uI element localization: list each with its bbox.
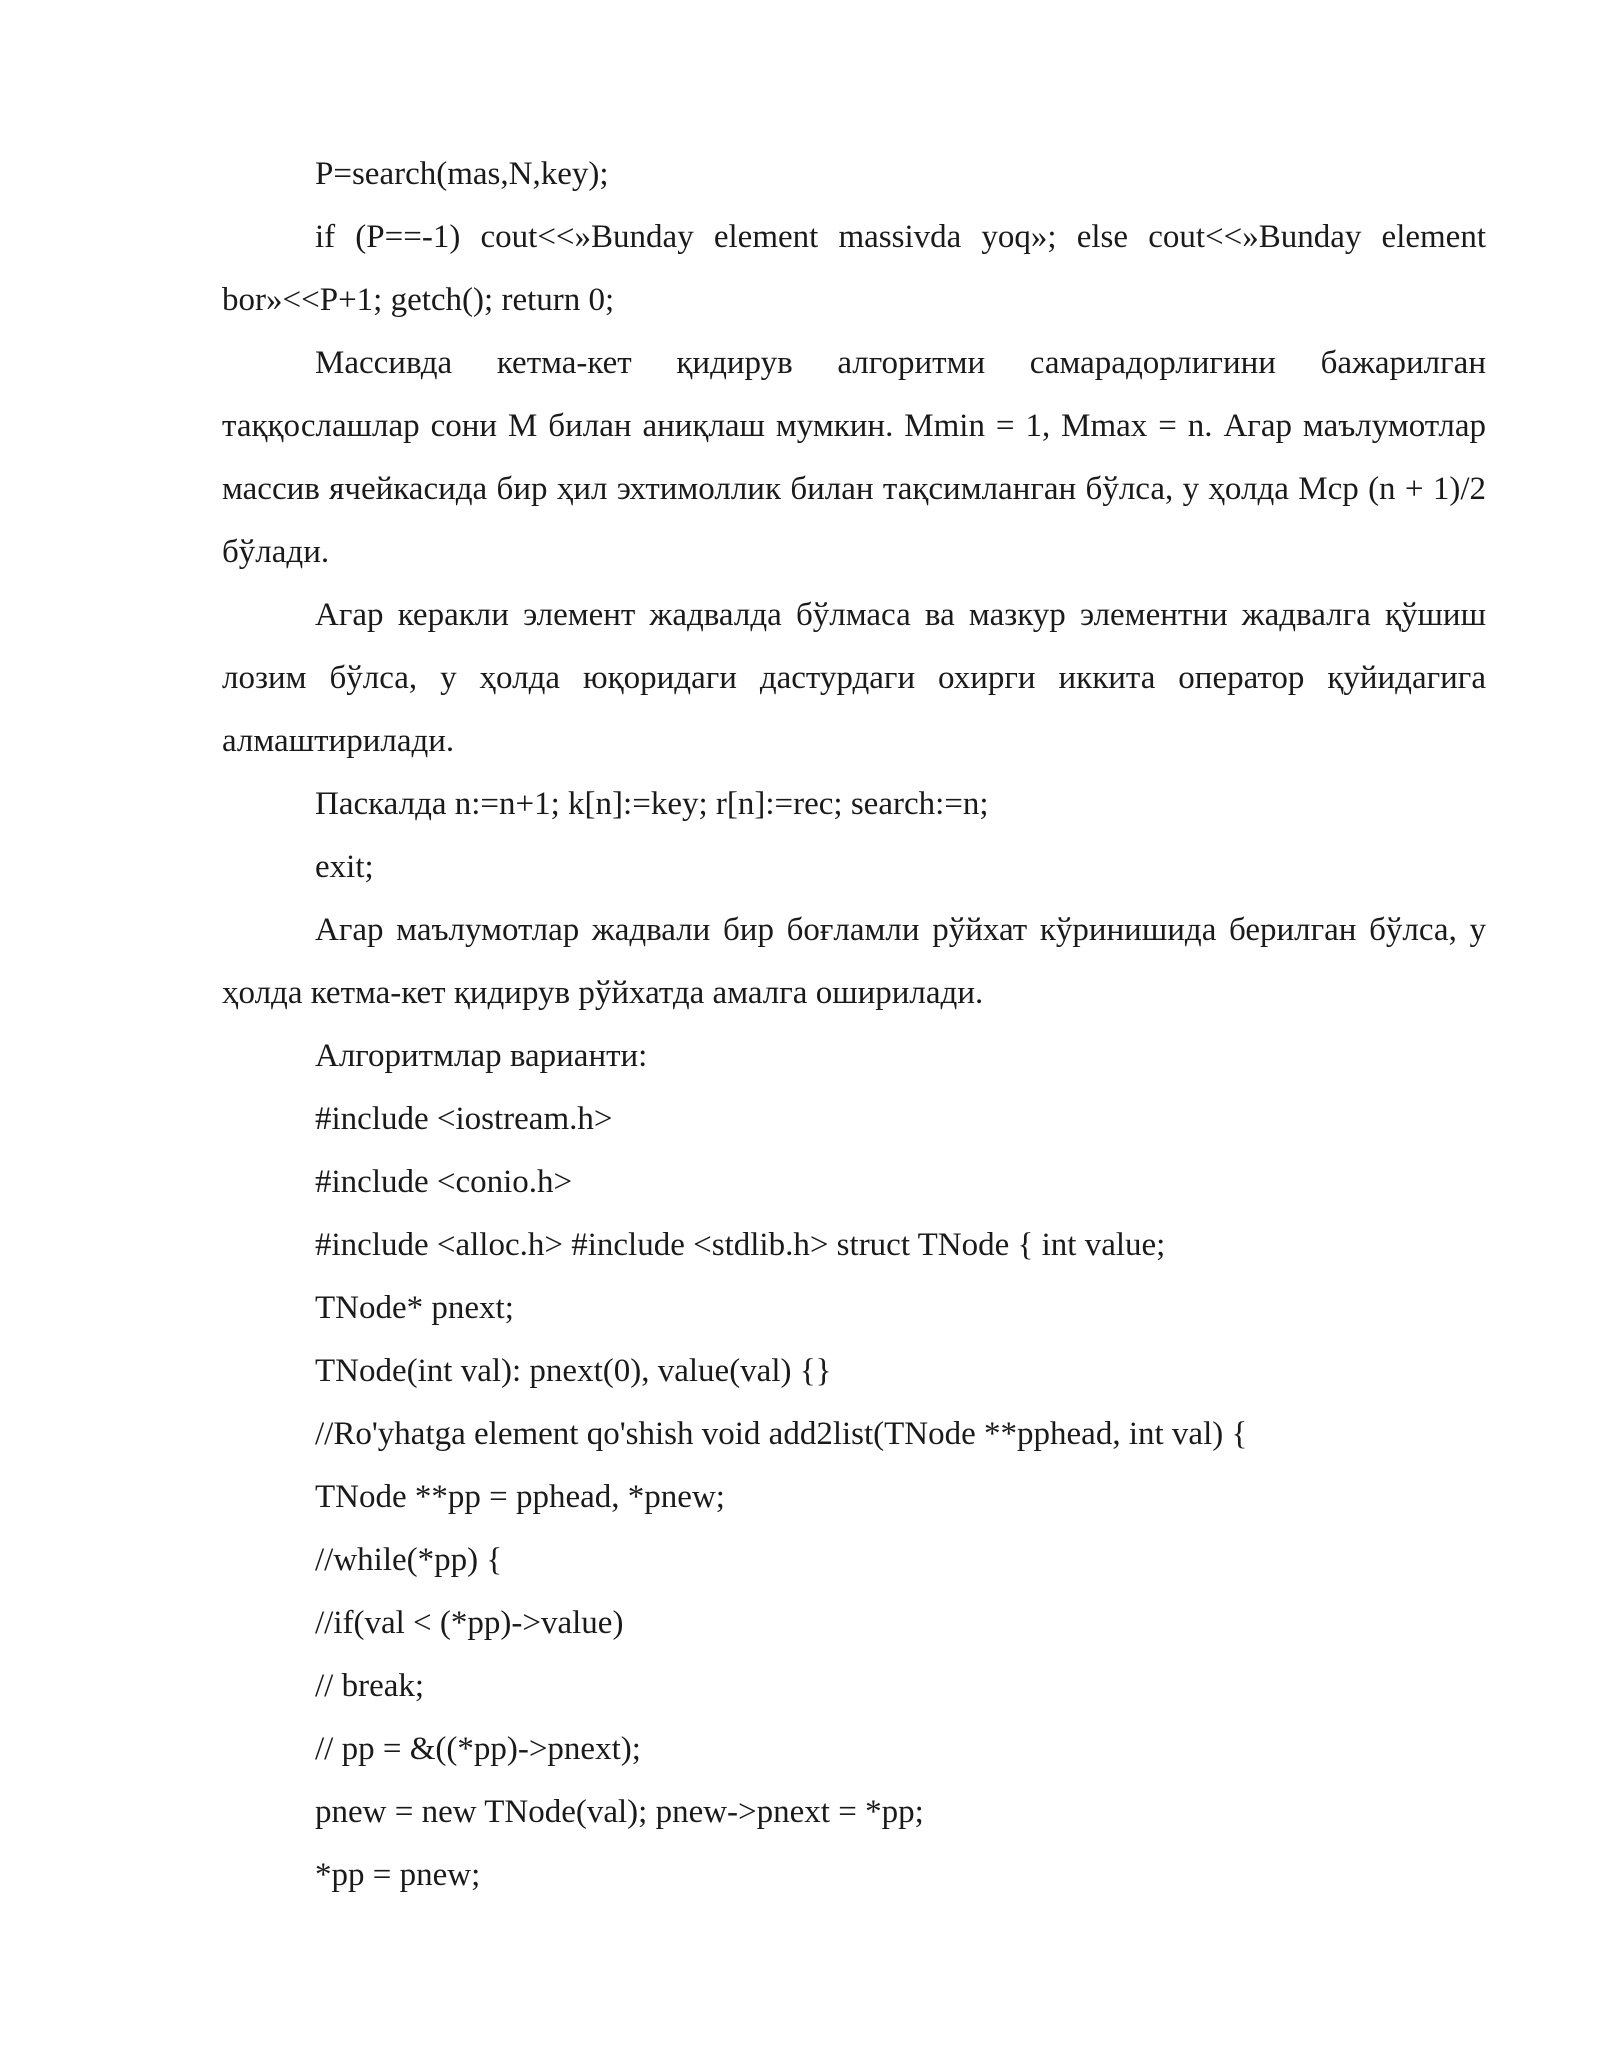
code-line: // break; — [315, 1668, 425, 1704]
code-line: TNode(int val): pnext(0), value(val) {} — [315, 1353, 832, 1389]
code-line: Паскалда n:=n+1; k[n]:=key; r[n]:=rec; search:=n; — [315, 786, 989, 822]
code-paragraph: if (P==-1) cout<<»Bunday element massivda yoq»; else cout<<»Bunday element bor»<<P+1; getch(); return 0; — [222, 219, 1486, 318]
text-line: Алгоритмлар варианти: — [315, 1038, 648, 1074]
text-paragraph: Массивда кетма-кет қидирув алгоритми самарадорлигини бажарилган таққослашлар сони M билан аниқлаш мумкин. Mmin = 1, Mmax = n. Агар маълумотлар массив ячейкасида бир ҳил эхтимоллик билан тақсимланган бўлса, у ҳолда Mср (n + 1)/2 бўлади. — [222, 345, 1486, 570]
code-line: exit; — [315, 849, 374, 885]
code-line: #include <alloc.h> #include <stdlib.h> struct TNode { int value; — [315, 1227, 1166, 1263]
code-line: pnew = new TNode(val); pnew->pnext = *pp; — [315, 1794, 924, 1830]
code-line: *pp = pnew; — [315, 1857, 481, 1893]
code-line: #include <iostream.h> — [315, 1101, 613, 1137]
code-line: TNode **pp = pphead, *pnew; — [315, 1479, 725, 1515]
text-paragraph: Агар маълумотлар жадвали бир боғламли рўйхат кўринишида берилган бўлса, у ҳолда кетма-кет қидирув рўйхатда амалга оширилади. — [222, 912, 1486, 1011]
code-line: P=search(mas,N,key); — [315, 156, 609, 192]
code-line: TNode* pnext; — [315, 1290, 514, 1326]
code-line: //while(*pp) { — [315, 1542, 503, 1578]
code-line: //Ro'yhatga element qo'shish void add2list(TNode **pphead, int val) { — [315, 1416, 1248, 1452]
text-paragraph: Агар керакли элемент жадвалда бўлмаса ва мазкур элементни жадвалга қўшиш лозим бўлса, у ҳолда юқоридаги дастурдаги охирги иккита оператор қуйидагига алмаштирилади. — [222, 597, 1486, 759]
code-line: //if(val < (*pp)->value) — [315, 1605, 624, 1641]
code-line: // pp = &((*pp)->pnext); — [315, 1731, 641, 1767]
code-line: #include <conio.h> — [315, 1164, 573, 1200]
document-body — [222, 143, 1486, 1907]
